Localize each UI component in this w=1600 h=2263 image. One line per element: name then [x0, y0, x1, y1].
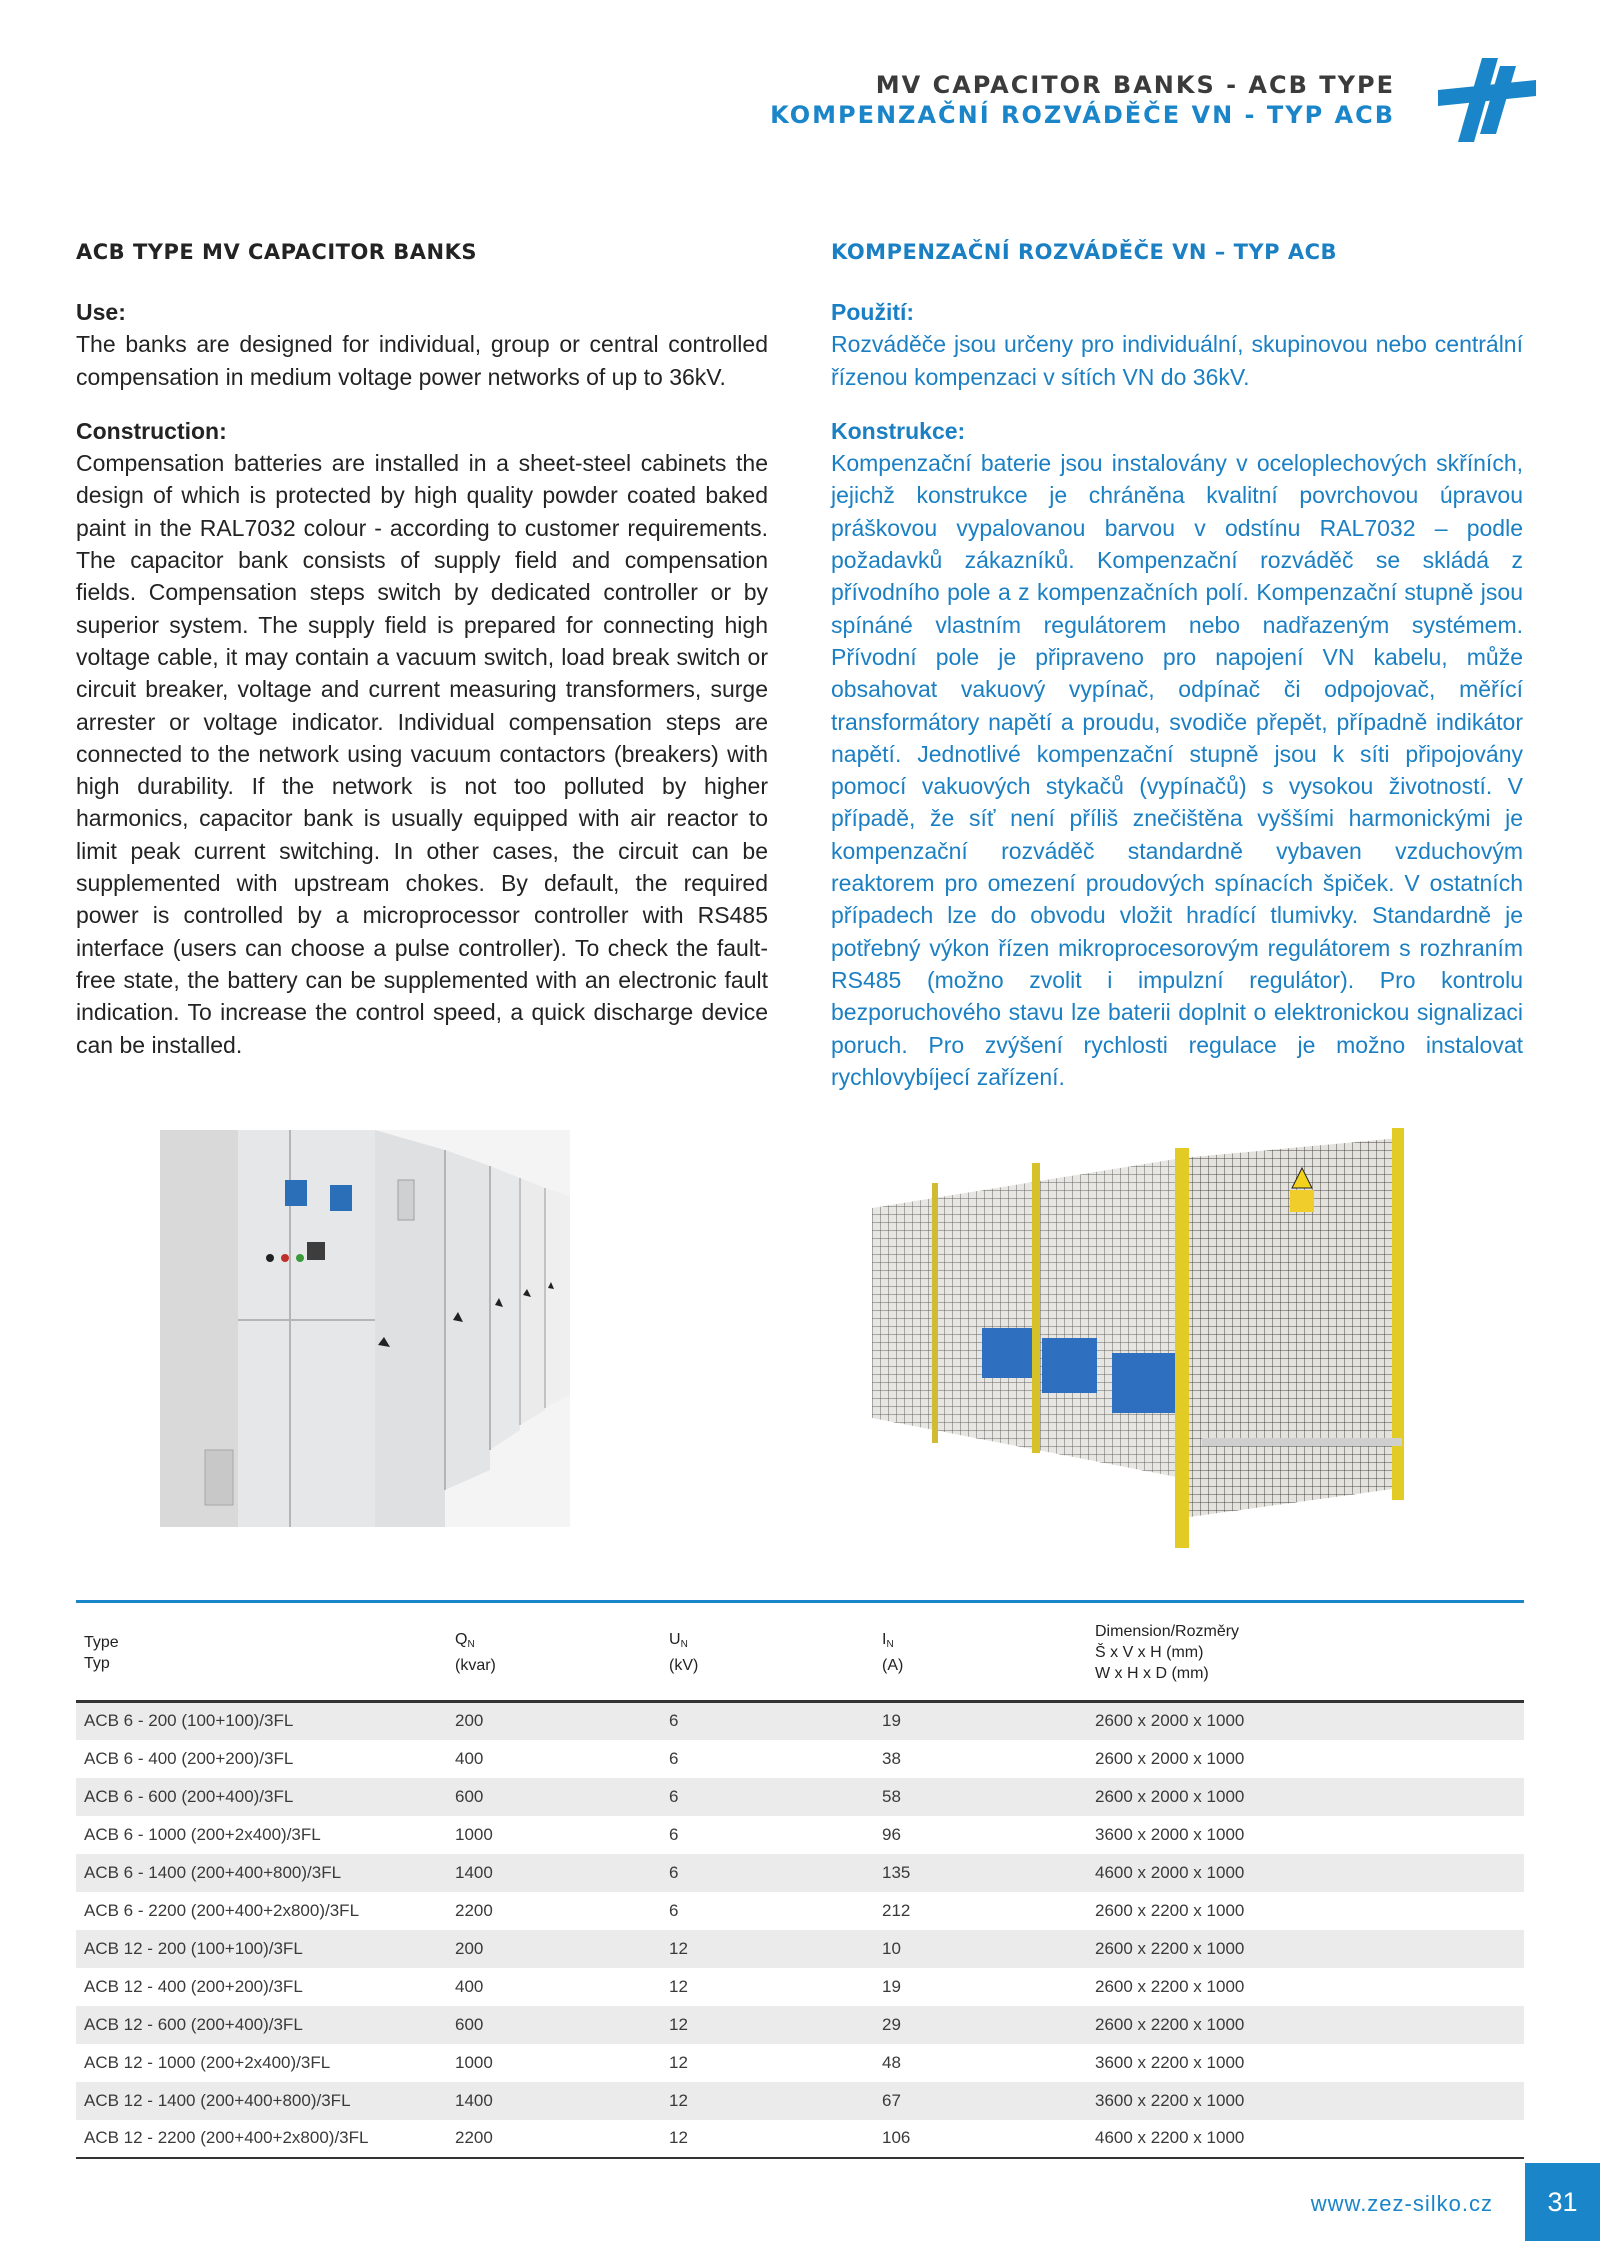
construction-paragraph-en	[76, 415, 768, 1061]
dimension-header-en: W x H x D (mm)	[1095, 1665, 1209, 1682]
dimension-header-title: Dimension/Rozměry	[1095, 1623, 1240, 1640]
page-header	[770, 70, 1395, 130]
table-row: ACB 12 - 600 (200+400)/3FL 600 12 29 2600 x 2200 x 1000	[76, 2006, 1524, 2044]
use-label-cz: Použití:	[831, 299, 915, 325]
i-header-unit: (A)	[882, 1657, 904, 1674]
table-row: ACB 12 - 2200 (200+400+2x800)/3FL 2200 12 106 4600 x 2200 x 1000	[76, 2120, 1524, 2158]
table-header-row	[76, 1602, 1524, 1702]
q-header-symbol: $Q_N$	[455, 1631, 475, 1650]
col-i-header	[874, 1602, 1087, 1702]
table-row: ACB 12 - 1000 (200+2x400)/3FL 1000 12 48 3600 x 2200 x 1000	[84, 2052, 1245, 2072]
cabinet-photo	[160, 1130, 570, 1527]
english-column	[76, 238, 768, 1083]
type-header-cz: Typ	[84, 1654, 110, 1672]
construction-text-cz: Kompenzační baterie jsou instalovány v oceloplechových skříních, jejichž konstrukce je chráněna kvalitní povrchovou úpravou práškovou vypalovanou barvou v odstínu RAL7032 – podle požadavků zákazníků. Kompenzační rozváděč se skládá z přívodního pole a z kompenzačních polí. Kompenzační stupně jsou spínáné vlastním regulátorem nebo nadřazeným systémem. Přívodní pole je připraveno pro napojení VN kabelu, může obsahovat vakuový vypínač, odpínač či odpojovač, měřící transformátory napětí a proudu, svodiče přepět, případně indikátor napětí. Jednotlivé kompenzační stupně jsou k síti připojovány pomocí vakuových stykačů (vypínačů) s vysokou životností. V případě, že síť není příliš znečištěna vyššími harmonickými je kompenzační rozváděč standardně vybaven vzduchovým reaktorem pro omezení proudových spínacích špiček. V ostatních případech lze do obvodu vložit hradící tlumivky. Standardně je potřebný výkon řízen mikroprocesorovým regulátorem s rozhraním RS485 (možno zvolit i impulzní regulátor). Pro kontrolu bezporuchového stavu lze baterii doplnit o elektronickou signalizaci poruch. Pro zvýšení rychlosti regulace je možno instalovat rychlovybíjecí zařízení.	[831, 450, 1523, 1090]
use-text-en: The banks are designed for individual, group or central controlled compensation in medium voltage power networks of up to 36kV.	[76, 331, 768, 390]
page-number: 31	[1525, 2163, 1600, 2241]
dimension-header-cz: Š x V x H (mm)	[1095, 1644, 1204, 1661]
col-q-header	[447, 1602, 661, 1702]
table-row: ACB 6 - 1000 (200+2x400)/3FL 1000 6 96 3600 x 2000 x 1000	[84, 1824, 1245, 1844]
use-paragraph-en	[76, 296, 768, 393]
use-paragraph-cz	[831, 296, 1523, 393]
construction-label-cz: Konstrukce:	[831, 417, 966, 444]
construction-paragraph-cz	[831, 415, 1523, 1093]
fenced-capacitor-bank-photo	[872, 1118, 1408, 1550]
u-header-symbol: $U_N$	[669, 1631, 688, 1650]
section-title-en: ACB TYPE MV CAPACITOR BANKS	[76, 240, 478, 264]
u-header-unit: (kV)	[669, 1657, 699, 1674]
table-row: ACB 12 - 400 (200+200)/3FL 400 12 19 2600 x 2200 x 1000	[84, 1976, 1245, 1996]
construction-label-en: Construction:	[76, 417, 227, 444]
use-text-cz: Rozváděče jsou určeny pro individuální, skupinovou nebo centrální řízenou kompenzaci v sítích VN do 36kV.	[831, 331, 1523, 390]
header-title-cz: KOMPENZAČNÍ ROZVÁDĚČE VN - TYP ACB	[770, 101, 1395, 129]
type-header-en: Type	[84, 1633, 119, 1651]
table-row: ACB 12 - 1400 (200+400+800)/3FL 1400 12 67 3600 x 2200 x 1000	[76, 2082, 1524, 2120]
col-u-header	[661, 1602, 874, 1702]
table-row: ACB 6 - 1400 (200+400+800)/3FL 1400 6 135 4600 x 2000 x 1000	[76, 1854, 1524, 1892]
spec-table	[76, 1600, 1524, 2159]
company-logo-icon	[1438, 58, 1536, 142]
col-type-header	[76, 1602, 447, 1702]
table-row: ACB 12 - 200 (100+100)/3FL 200 12 10 2600 x 2200 x 1000	[76, 1930, 1524, 1968]
construction-text-en: Compensation batteries are installed in a sheet-steel cabinets the design of which is protected by high quality powder coated baked paint in the RAL7032 colour - according to customer requirements. The capacitor bank consists of supply field and compensation fields. Compensation steps switch by dedicated controller or by superior system. The supply field is prepared for connecting high voltage cable, it may contain a vacuum switch, load break switch or circuit breaker, voltage and current measuring transformers, surge arrester or voltage indicator. Individual compensation steps are connected to the network using vacuum contactors (breakers) with high durability. If the network is not too polluted by higher harmonics, capacitor bank is usually equipped with air reactor to limit peak current switching. In other cases, the circuit can be supplemented with upstream chokes. By default, the required power is controlled by a microprocessor controller with RS485 interface (users can choose a pulse controller). To check the fault-free state, the battery can be supplemented with an electronic fault indication. To increase the control speed, a quick discharge device can be installed.	[76, 450, 768, 1058]
table-row: ACB 6 - 600 (200+400)/3FL 600 6 58 2600 x 2000 x 1000	[76, 1778, 1524, 1816]
col-dimension-header	[1087, 1602, 1524, 1702]
table-row: ACB 6 - 400 (200+200)/3FL 400 6 38 2600 x 2000 x 1000	[84, 1748, 1245, 1768]
q-header-unit: (kvar)	[455, 1657, 496, 1674]
czech-column	[831, 238, 1523, 1115]
i-header-symbol: $I_N$	[882, 1631, 894, 1650]
section-title-cz: KOMPENZAČNÍ ROZVÁDĚČE VN – TYP ACB	[831, 240, 1338, 264]
use-label-en: Use:	[76, 299, 126, 325]
footer-website-link[interactable]: www.zez-silko.cz	[1310, 2191, 1493, 2216]
table-row: ACB 6 - 200 (100+100)/3FL 200 6 19 2600 x 2000 x 1000	[76, 1702, 1524, 1740]
header-title-en: MV CAPACITOR BANKS - ACB TYPE	[875, 71, 1395, 99]
table-row: ACB 6 - 2200 (200+400+2x800)/3FL 2200 6 212 2600 x 2200 x 1000	[84, 1900, 1245, 1920]
